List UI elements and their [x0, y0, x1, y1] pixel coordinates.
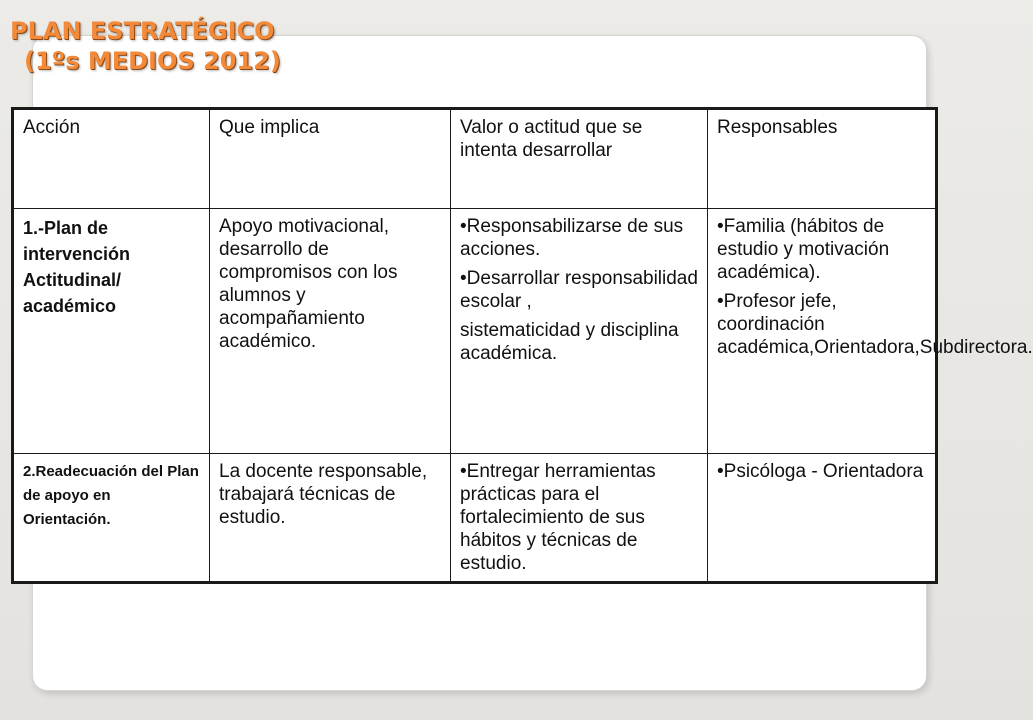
row-2-valor	[451, 454, 708, 583]
table-row	[13, 209, 937, 454]
title-line-2: (1ºs MEDIOS 2012)	[24, 47, 281, 75]
row-2-accion: 2.Readecuación del Plan de apoyo en Orientación.	[13, 454, 210, 583]
row-1-responsables-item: •Profesor jefe, coordinación académica,Orientadora,Subdirectora.	[717, 291, 1033, 358]
plan-table	[11, 107, 1033, 584]
row-1-responsables	[708, 209, 1033, 454]
row-1-responsables-item: •Familia (hábitos de estudio y motivación académica).	[717, 216, 890, 283]
title-line-1: PLAN ESTRATÉGICO	[10, 17, 275, 45]
page-title	[10, 16, 281, 76]
header-responsables: Responsables	[708, 109, 937, 209]
row-2-implica: La docente responsable, trabajará técnicas de estudio.	[210, 454, 451, 583]
row-1-valor-item: •Desarrollar responsabilidad escolar ,	[460, 268, 698, 312]
header-valor-actitud: Valor o actitud que se intenta desarrollar	[451, 109, 708, 209]
row-1-implica: Apoyo motivacional, desarrollo de compromisos con los alumnos y acompañamiento académico.	[210, 209, 451, 454]
header-que-implica: Que implica	[210, 109, 451, 209]
row-2-responsables-item: •Psicóloga - Orientadora	[717, 461, 924, 482]
row-2-responsables	[708, 454, 937, 583]
row-1-valor-item: •Responsabilizarse de sus acciones.	[460, 216, 684, 260]
header-accion: Acción	[13, 109, 210, 209]
row-1-valor	[451, 209, 708, 454]
row-2-valor-item: •Entregar herramientas prácticas para el fortalecimiento de sus hábitos y técnicas de estudio.	[460, 461, 656, 574]
table-header-row	[13, 109, 937, 209]
table-row	[13, 454, 937, 583]
row-1-valor-item: sistematicidad y disciplina académica.	[460, 320, 679, 364]
row-1-accion: 1.-Plan de intervención Actitudinal/ académico	[13, 209, 210, 454]
